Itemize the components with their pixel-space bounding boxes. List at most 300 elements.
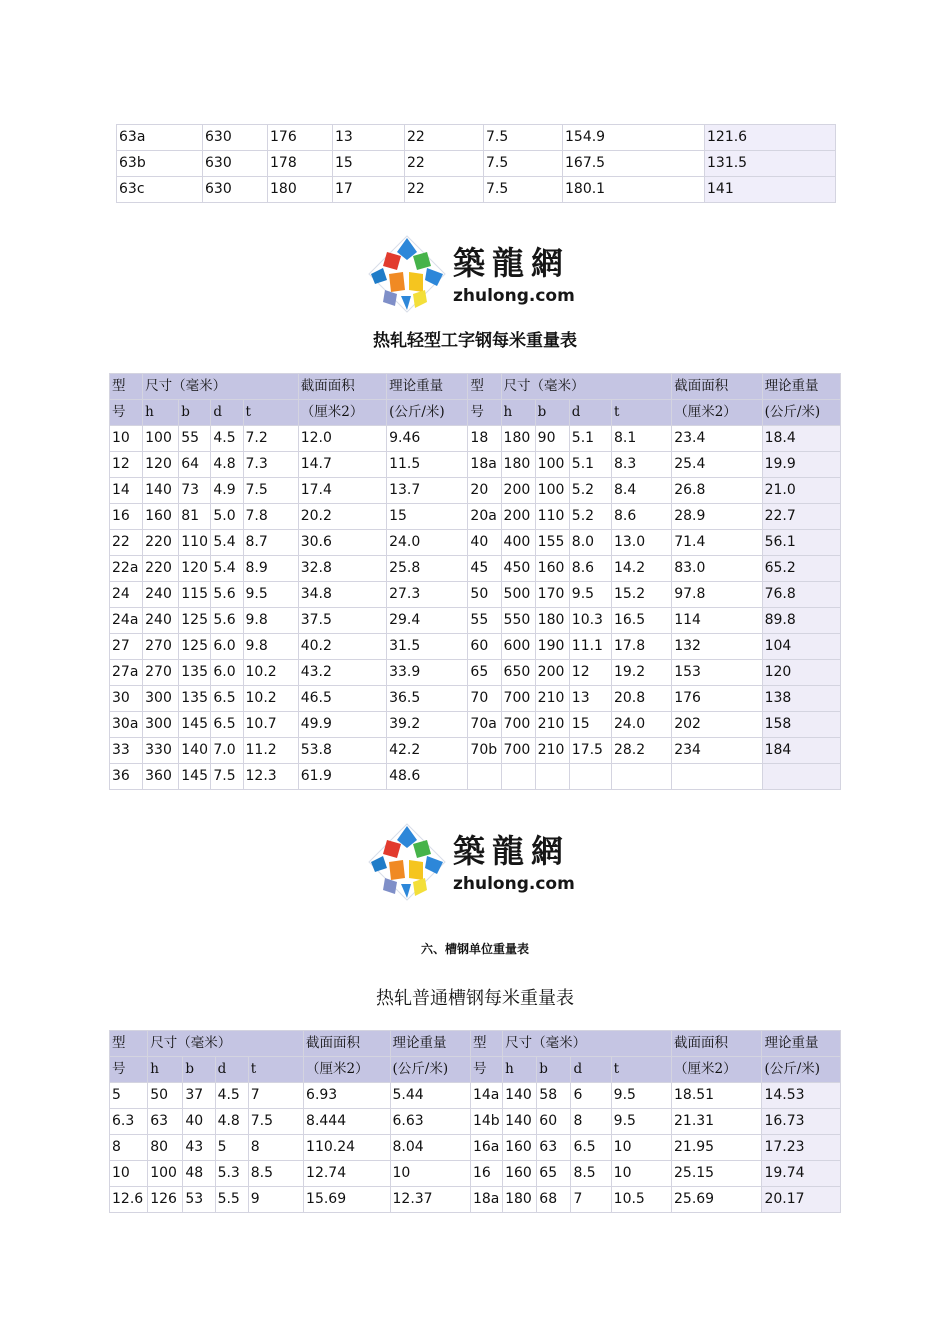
table-cell: 48 [183,1161,215,1187]
table-cell: 10 [110,426,143,452]
table-cell: 5.5 [215,1187,248,1213]
table-cell: 65 [537,1161,571,1187]
table-cell: 180 [268,177,333,203]
table-cell: 121.6 [705,125,836,151]
table-cell: 12 [569,660,611,686]
table-cell: 20.17 [762,1187,841,1213]
header-b: b [537,1057,571,1083]
table-cell: 27 [110,634,143,660]
table-cell: 5.4 [211,530,243,556]
table-cell: 8 [110,1135,148,1161]
table-cell: 135 [179,686,211,712]
header-b: b [183,1057,215,1083]
table-cell: 9.8 [243,634,298,660]
table-cell: 160 [503,1135,537,1161]
table-cell: 4.8 [211,452,243,478]
table-cell: 24 [110,582,143,608]
table-cell: 400 [501,530,535,556]
table-cell: 8.5 [248,1161,303,1187]
table-cell: 160 [503,1161,537,1187]
table-cell: 7.5 [484,125,563,151]
table-cell: 9.8 [243,608,298,634]
table-cell: 100 [148,1161,183,1187]
table-cell: 234 [672,738,762,764]
table-cell: 10.2 [243,686,298,712]
table-cell: 24.0 [611,712,671,738]
header-size: 尺寸（毫米） [503,1031,672,1057]
table-cell: 20a [468,504,501,530]
table-cell: 160 [535,556,569,582]
table-cell: 34.8 [298,582,386,608]
table-cell: 145 [179,712,211,738]
table-cell: 16a [470,1135,502,1161]
table-header-row [110,1031,841,1057]
table-cell: 132 [672,634,762,660]
table-cell: 153 [672,660,762,686]
table-row [110,1083,841,1109]
table-cell: 20 [468,478,501,504]
header-weight: 理论重量 [762,374,840,400]
table-cell: 14.2 [611,556,671,582]
table-cell: 89.8 [762,608,840,634]
table-cell: 40.2 [298,634,386,660]
header-b: b [179,400,211,426]
table-cell: 5.2 [569,478,611,504]
table-cell: 630 [203,151,268,177]
table-cell [672,764,762,790]
table-cell: 71.4 [672,530,762,556]
header-size: 尺寸（毫米） [501,374,672,400]
table-cell: 50 [468,582,501,608]
header-model: 号 [470,1057,502,1083]
light-i-beam-weight-table [109,373,841,790]
table-header-row [110,1057,841,1083]
header-t: t [243,400,298,426]
zhulong-logo-icon [365,232,449,316]
table-cell: 6.5 [211,686,243,712]
table-cell: 17.4 [298,478,386,504]
table-cell: 12.3 [243,764,298,790]
channel-steel-table-title: 热轧普通槽钢每米重量表 [376,988,574,1009]
table-cell: 140 [503,1083,537,1109]
header-area-unit: （厘米2） [298,400,386,426]
header-t: t [611,400,671,426]
table-cell: 16.5 [611,608,671,634]
table-cell: 9 [248,1187,303,1213]
table-cell: 70 [468,686,501,712]
table-cell: 49.9 [298,712,386,738]
table-cell: 12.0 [298,426,386,452]
header-model: 号 [110,400,143,426]
table-cell: 110 [179,530,211,556]
table-cell: 700 [501,738,535,764]
table-cell: 6.93 [304,1083,390,1109]
table-cell: 155 [535,530,569,556]
table-cell: 11.5 [387,452,468,478]
table-cell: 8.3 [611,452,671,478]
table-cell: 10.2 [243,660,298,686]
table-cell: 37 [183,1083,215,1109]
table-cell: 33 [110,738,143,764]
table-row [110,452,841,478]
table-cell: 4.5 [215,1083,248,1109]
table-cell: 270 [143,660,179,686]
table-cell: 300 [143,712,179,738]
table-cell: 7.8 [243,504,298,530]
table-cell: 140 [143,478,179,504]
header-area-unit: （厘米2） [672,1057,762,1083]
table-cell: 22 [405,151,484,177]
table-cell: 200 [501,504,535,530]
table-cell: 6.3 [110,1109,148,1135]
table-cell [762,764,840,790]
table-cell: 19.2 [611,660,671,686]
header-area-unit: （厘米2） [304,1057,390,1083]
header-d: d [569,400,611,426]
table-cell: 200 [501,478,535,504]
table-cell: 14a [470,1083,502,1109]
table-cell: 7.5 [484,151,563,177]
table-cell: 63b [117,151,203,177]
table-cell [501,764,535,790]
table-cell: 60 [468,634,501,660]
table-cell: 160 [143,504,179,530]
table-cell: 700 [501,712,535,738]
table-row [110,634,841,660]
header-weight-unit: (公斤/米) [387,400,468,426]
header-weight-unit: (公斤/米) [762,1057,841,1083]
table-cell: 135 [179,660,211,686]
header-area: 截面面积 [672,374,762,400]
table-cell: 125 [179,608,211,634]
header-area: 截面面积 [672,1031,762,1057]
table-cell: 180 [501,452,535,478]
table-cell: 28.2 [611,738,671,764]
table-cell: 7 [571,1187,611,1213]
table-cell: 7.5 [211,764,243,790]
header-d: d [571,1057,611,1083]
table-cell: 100 [535,478,569,504]
table-cell: 17.8 [611,634,671,660]
table-cell: 20.8 [611,686,671,712]
table-cell: 8.0 [569,530,611,556]
table-row [110,504,841,530]
table-cell: 36.5 [387,686,468,712]
logo-chinese-text: 築龍網 [453,832,571,870]
table-cell: 21.0 [762,478,840,504]
table-row [110,1109,841,1135]
table-cell: 176 [268,125,333,151]
table-cell: 14.53 [762,1083,841,1109]
table-header-row [110,374,841,400]
table-cell: 15 [569,712,611,738]
header-h: h [148,1057,183,1083]
table-cell: 141 [705,177,836,203]
table-row [110,478,841,504]
table-cell: 550 [501,608,535,634]
table-cell: 114 [672,608,762,634]
table-cell: 167.5 [563,151,705,177]
table-cell: 16 [110,504,143,530]
table-cell: 600 [501,634,535,660]
table-cell: 65.2 [762,556,840,582]
table-cell: 25.4 [672,452,762,478]
table-cell: 25.8 [387,556,468,582]
header-h: h [143,400,179,426]
table-cell: 5.4 [211,556,243,582]
table-cell: 23.4 [672,426,762,452]
header-weight-unit: (公斤/米) [390,1057,470,1083]
table-cell: 53 [183,1187,215,1213]
table-cell: 120 [762,660,840,686]
table-cell: 22.7 [762,504,840,530]
table-cell: 48.6 [387,764,468,790]
table-cell: 210 [535,738,569,764]
table-cell: 7 [248,1083,303,1109]
table-cell: 8.04 [390,1135,470,1161]
table-cell: 140 [179,738,211,764]
table-cell: 15 [387,504,468,530]
table-cell: 83.0 [672,556,762,582]
table-cell: 6 [571,1083,611,1109]
table-cell: 10.7 [243,712,298,738]
table-cell: 12.37 [390,1187,470,1213]
table-cell: 7.5 [243,478,298,504]
table-cell: 210 [535,712,569,738]
table-cell: 154.9 [563,125,705,151]
header-t: t [611,1057,671,1083]
table-header-row [110,400,841,426]
channel-steel-weight-table [109,1030,841,1213]
table-cell: 37.5 [298,608,386,634]
table-cell: 330 [143,738,179,764]
header-model: 型 [468,374,501,400]
table-cell: 8.7 [243,530,298,556]
table-cell: 5.0 [211,504,243,530]
table-cell: 27a [110,660,143,686]
table-cell: 7.5 [248,1109,303,1135]
table-cell: 27.3 [387,582,468,608]
table-cell: 42.2 [387,738,468,764]
table-cell: 22a [110,556,143,582]
header-weight-unit: (公斤/米) [762,400,840,426]
table-cell: 31.5 [387,634,468,660]
table-cell: 40 [183,1109,215,1135]
table-cell: 8.5 [571,1161,611,1187]
table-cell: 125 [179,634,211,660]
table-cell: 700 [501,686,535,712]
table-cell [535,764,569,790]
table-cell: 7.5 [484,177,563,203]
i-beam-continuation-table [116,124,836,203]
table-cell: 80 [148,1135,183,1161]
table-cell: 300 [143,686,179,712]
light-i-beam-table-title: 热轧轻型工字钢每米重量表 [373,331,577,351]
table-cell: 63 [148,1109,183,1135]
header-t: t [248,1057,303,1083]
table-cell: 450 [501,556,535,582]
table-cell: 5.1 [569,426,611,452]
table-cell: 12.74 [304,1161,390,1187]
table-cell: 55 [179,426,211,452]
table-cell: 28.9 [672,504,762,530]
table-cell: 53.8 [298,738,386,764]
table-cell: 630 [203,125,268,151]
table-row [110,608,841,634]
logo-english-text: zhulong.com [453,874,575,894]
table-cell: 9.5 [611,1109,671,1135]
header-weight: 理论重量 [762,1031,841,1057]
table-cell: 6.0 [211,634,243,660]
table-cell: 9.5 [243,582,298,608]
table-row [117,125,836,151]
table-cell: 46.5 [298,686,386,712]
table-cell: 56.1 [762,530,840,556]
table-cell: 4.9 [211,478,243,504]
table-cell: 10 [611,1161,671,1187]
table-cell: 7.0 [211,738,243,764]
table-cell: 270 [143,634,179,660]
table-cell: 180 [501,426,535,452]
table-cell: 61.9 [298,764,386,790]
table-cell: 43 [183,1135,215,1161]
table-cell: 170 [535,582,569,608]
table-cell: 13.0 [611,530,671,556]
table-cell: 40 [468,530,501,556]
table-cell: 68 [537,1187,571,1213]
table-cell: 5 [215,1135,248,1161]
table-row [110,1161,841,1187]
table-cell: 8 [248,1135,303,1161]
table-cell: 8.6 [569,556,611,582]
zhulong-logo [365,820,585,904]
table-cell: 500 [501,582,535,608]
table-cell: 5.44 [390,1083,470,1109]
table-cell: 5 [110,1083,148,1109]
table-cell [611,764,671,790]
table-cell: 21.31 [672,1109,762,1135]
table-cell: 5.2 [569,504,611,530]
table-cell: 29.4 [387,608,468,634]
table-cell: 630 [203,177,268,203]
table-cell: 55 [468,608,501,634]
table-cell: 4.5 [211,426,243,452]
table-cell: 131.5 [705,151,836,177]
table-cell: 110 [535,504,569,530]
header-area: 截面面积 [304,1031,390,1057]
table-cell: 97.8 [672,582,762,608]
table-row [110,686,841,712]
table-cell: 70a [468,712,501,738]
table-cell: 43.2 [298,660,386,686]
table-cell: 33.9 [387,660,468,686]
table-cell: 32.8 [298,556,386,582]
table-cell: 16 [470,1161,502,1187]
table-cell: 30a [110,712,143,738]
table-cell: 240 [143,608,179,634]
header-h: h [501,400,535,426]
table-cell: 11.1 [569,634,611,660]
table-cell: 16.73 [762,1109,841,1135]
table-cell: 17.23 [762,1135,841,1161]
table-cell: 25.69 [672,1187,762,1213]
header-model: 型 [110,374,143,400]
table-row [110,764,841,790]
table-cell: 10.3 [569,608,611,634]
table-row [110,1187,841,1213]
header-weight: 理论重量 [387,374,468,400]
table-cell: 6.5 [571,1135,611,1161]
table-cell: 11.2 [243,738,298,764]
table-cell: 100 [143,426,179,452]
table-cell: 9.46 [387,426,468,452]
header-size: 尺寸（毫米） [143,374,299,400]
table-cell: 18a [468,452,501,478]
logo-chinese-text: 築龍網 [453,244,571,282]
table-cell: 18.4 [762,426,840,452]
table-cell: 70b [468,738,501,764]
table-cell: 73 [179,478,211,504]
table-cell: 120 [143,452,179,478]
table-cell: 8.9 [243,556,298,582]
table-cell: 7.3 [243,452,298,478]
table-cell: 17.5 [569,738,611,764]
header-area: 截面面积 [298,374,386,400]
header-model: 号 [468,400,501,426]
table-row [110,738,841,764]
header-b: b [535,400,569,426]
table-cell: 13 [333,125,405,151]
table-cell: 18a [470,1187,502,1213]
header-model: 号 [110,1057,148,1083]
table-cell: 126 [148,1187,183,1213]
table-cell: 18.51 [672,1083,762,1109]
table-cell: 90 [535,426,569,452]
table-cell: 63 [537,1135,571,1161]
table-cell: 26.8 [672,478,762,504]
table-cell: 104 [762,634,840,660]
table-row [110,556,841,582]
table-cell: 10 [611,1135,671,1161]
table-cell: 9.5 [569,582,611,608]
table-cell: 22 [405,125,484,151]
table-cell: 58 [537,1083,571,1109]
table-row [117,151,836,177]
table-cell: 100 [535,452,569,478]
zhulong-logo-icon [365,820,449,904]
table-cell: 110.24 [304,1135,390,1161]
table-cell: 63a [117,125,203,151]
table-cell: 200 [535,660,569,686]
table-cell: 25.15 [672,1161,762,1187]
table-cell: 22 [405,177,484,203]
table-cell: 17 [333,177,405,203]
table-cell: 19.74 [762,1161,841,1187]
table-cell: 14 [110,478,143,504]
table-cell: 180.1 [563,177,705,203]
table-row [110,712,841,738]
table-cell: 145 [179,764,211,790]
table-cell: 6.0 [211,660,243,686]
header-area-unit: （厘米2） [672,400,762,426]
header-model: 型 [110,1031,148,1057]
table-cell: 5.3 [215,1161,248,1187]
table-cell [468,764,501,790]
header-size: 尺寸（毫米） [148,1031,304,1057]
table-cell: 240 [143,582,179,608]
table-cell: 14b [470,1109,502,1135]
table-cell: 76.8 [762,582,840,608]
